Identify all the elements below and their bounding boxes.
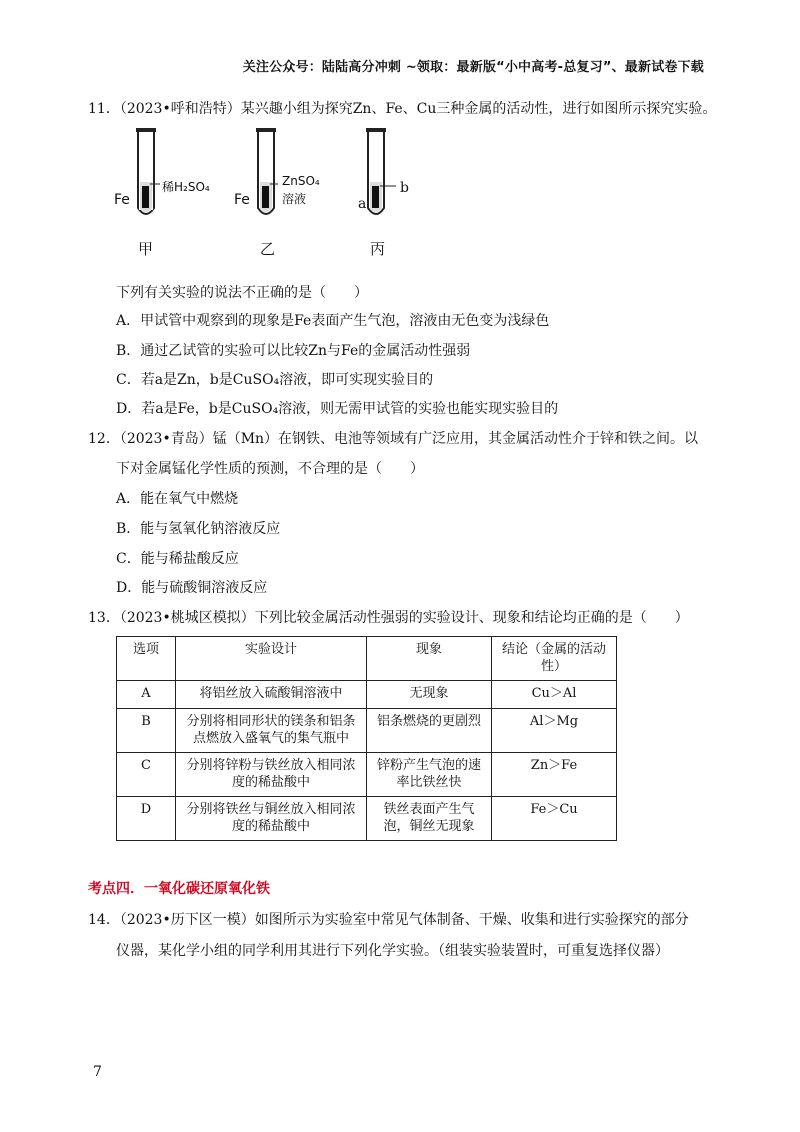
table-header-cell: 实验设计 bbox=[176, 637, 367, 681]
page-number: 7 bbox=[93, 1064, 102, 1080]
section-heading: 考点四．一氧化碳还原氧化铁 bbox=[88, 881, 270, 897]
tube3-metal-label: a bbox=[358, 196, 367, 212]
q11-stem: 11．（2023•呼和浩特）某兴趣小组为探究Zn、Fe、Cu三种金属的活动性，进行如图所示探究实验。 bbox=[88, 101, 717, 117]
q12-option-c: C．能与稀盐酸反应 bbox=[116, 551, 239, 567]
table-cell: 锌粉产生气泡的速率比铁丝快 bbox=[367, 753, 492, 797]
tube2-caption: 乙 bbox=[260, 240, 276, 258]
table-cell: 无现象 bbox=[367, 681, 492, 709]
table-cell: B bbox=[117, 709, 176, 753]
q14-stem: 14．（2023•历下区一模）如图所示为实验室中常见气体制备、干燥、收集和进行实验探究的部分 bbox=[88, 912, 689, 928]
tube3-caption: 丙 bbox=[370, 240, 386, 258]
test-tubes-drawing bbox=[110, 120, 440, 230]
tube2-solution-label-2: 溶液 bbox=[282, 192, 307, 206]
tube-jia bbox=[136, 128, 160, 214]
q12-stem-continued: 下对金属锰化学性质的预测，不合理的是（ ） bbox=[116, 461, 424, 477]
table-row bbox=[117, 681, 617, 709]
table-cell: 分别将锌粉与铁丝放入相同浓度的稀盐酸中 bbox=[176, 753, 367, 797]
tube1-solution-label: 稀H₂SO₄ bbox=[162, 180, 210, 194]
tube-yi bbox=[256, 128, 278, 214]
table-header-cell: 现象 bbox=[367, 637, 492, 681]
table-cell: Cu＞Al bbox=[492, 681, 617, 709]
q11-option-c: C．若a是Zn，b是CuSO₄溶液，即可实现实验目的 bbox=[116, 372, 434, 388]
table-header-row bbox=[117, 637, 617, 681]
q13-stem: 13．（2023•桃城区模拟）下列比较金属活动性强弱的实验设计、现象和结论均正确的是（ ） bbox=[88, 610, 689, 626]
page-header: 关注公众号：陆陆高分冲刺 ~领取：最新版“小中高考-总复习”、最新试卷下载 bbox=[242, 60, 704, 75]
table-cell: Zn＞Fe bbox=[492, 753, 617, 797]
table-cell: 铁丝表面产生气泡，铜丝无现象 bbox=[367, 797, 492, 841]
q12-option-d: D．能与硫酸铜溶液反应 bbox=[116, 580, 268, 596]
q11-option-b: B．通过乙试管的实验可以比较Zn与Fe的金属活动性强弱 bbox=[116, 343, 471, 359]
table-row bbox=[117, 797, 617, 841]
tube1-metal-label: Fe bbox=[114, 192, 130, 208]
table-cell: Al＞Mg bbox=[492, 709, 617, 753]
q13-table bbox=[116, 636, 617, 841]
table-cell: 将铝丝放入硫酸铜溶液中 bbox=[176, 681, 367, 709]
q12-stem: 12．（2023•青岛）锰（Mn）在钢铁、电池等领域有广泛应用，其金属活动性介于锌和铁之间。以 bbox=[88, 431, 699, 447]
table-cell: 分别将铁丝与铜丝放入相同浓度的稀盐酸中 bbox=[176, 797, 367, 841]
tube1-caption: 甲 bbox=[138, 240, 154, 258]
tube2-solution-label: ZnSO₄ bbox=[282, 174, 320, 188]
q11-option-d: D．若a是Fe，b是CuSO₄溶液，则无需甲试管的实验也能实现实验目的 bbox=[116, 401, 559, 417]
table-row bbox=[117, 753, 617, 797]
table-cell: 铝条燃烧的更剧烈 bbox=[367, 709, 492, 753]
q11-question: 下列有关实验的说法不正确的是（ ） bbox=[116, 285, 368, 301]
table-cell: Fe＞Cu bbox=[492, 797, 617, 841]
tube2-metal-label: Fe bbox=[234, 192, 250, 208]
table-row bbox=[117, 709, 617, 753]
table-header-cell: 结论（金属的活动性） bbox=[492, 637, 617, 681]
test-tube-figure bbox=[110, 120, 440, 260]
tube3-solution-label: b bbox=[400, 180, 409, 196]
q11-option-a: A．甲试管中观察到的现象是Fe表面产生气泡，溶液由无色变为浅绿色 bbox=[116, 313, 550, 329]
q12-option-a: A．能在氧气中燃烧 bbox=[116, 491, 239, 507]
tube-bing bbox=[366, 128, 396, 214]
table-header-cell: 选项 bbox=[117, 637, 176, 681]
table-cell: C bbox=[117, 753, 176, 797]
table-cell: A bbox=[117, 681, 176, 709]
q12-option-b: B．能与氢氧化钠溶液反应 bbox=[116, 521, 281, 537]
table-cell: 分别将相同形状的镁条和铝条点燃放入盛氧气的集气瓶中 bbox=[176, 709, 367, 753]
q14-stem-continued: 仪器，某化学小组的同学利用其进行下列化学实验。（组装实验装置时，可重复选择仪器） bbox=[116, 943, 669, 959]
table-cell: D bbox=[117, 797, 176, 841]
